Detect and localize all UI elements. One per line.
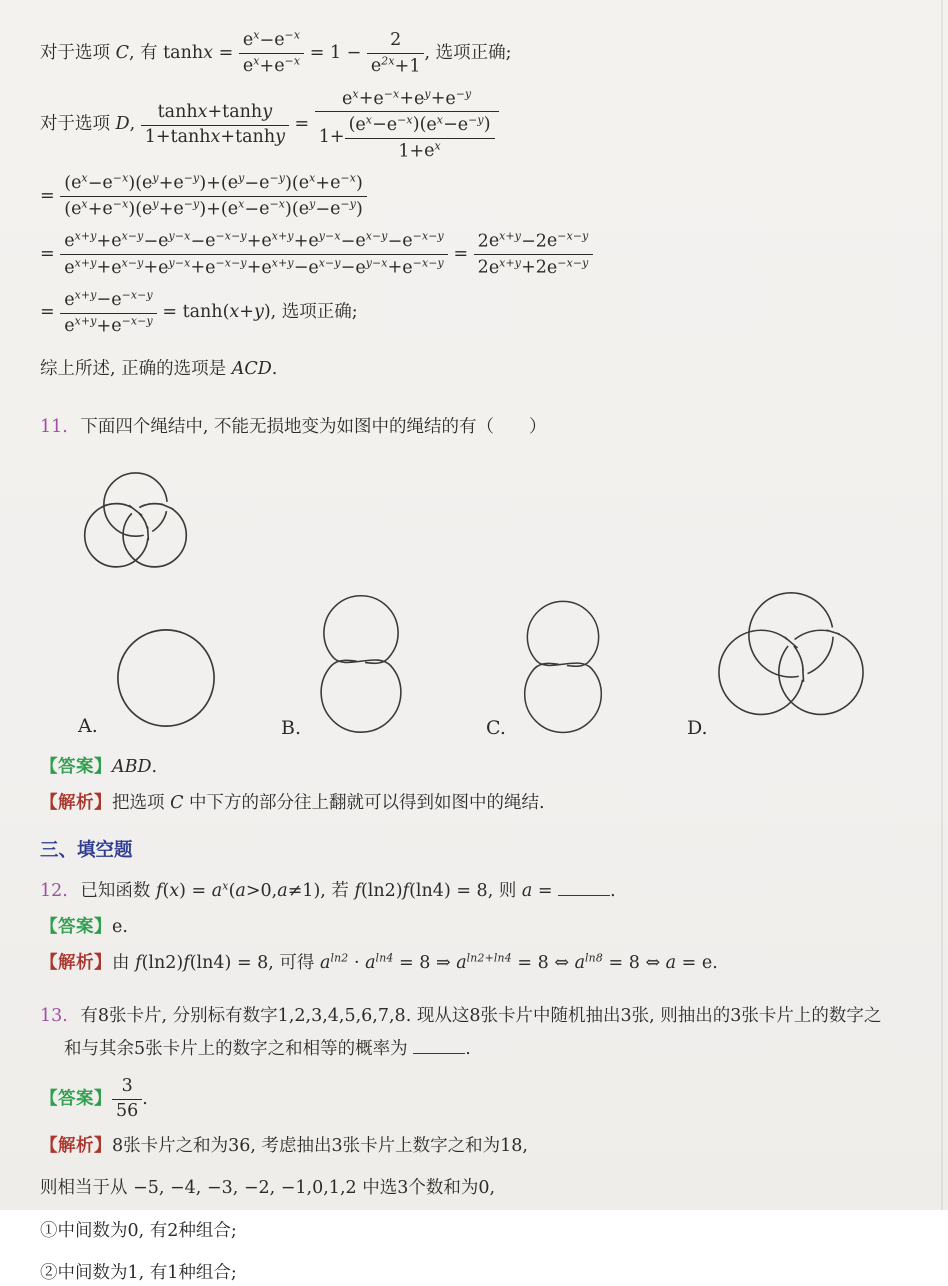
question-13-line1 (40, 1003, 912, 1029)
option-c-figure-twist (514, 594, 612, 736)
answer-label: 【答案】 (40, 917, 112, 938)
option-a-label: A. (78, 715, 98, 738)
solution-conclusion: 综上所述, 正确的选项是 ACD. (40, 358, 278, 379)
answer-value-q11: ABD. (112, 757, 158, 778)
solution-line-option-c: 对于选项 C, 有 tanhx = $\frac{e^x-e^{-x}}{e^x+e^{-x}}$ = 1 − $\frac{2}{e^{2x}+1}$ , 选项正确; (40, 29, 512, 77)
solution-line-expand: = $\frac{(e^x-e^{-x})(e^y+e^{-y})+(e^y-e^{-y})(e^x+e^{-x})}{(e^x+e^{-x})(e^y+e^{-y})+(e^x-e^{-x})(e^y-e^{-y})}$ (40, 172, 912, 221)
section-title-fill-in-blank: 三、填空题 (40, 839, 133, 861)
answer-row-q11 (40, 754, 912, 780)
question-12 (40, 876, 912, 904)
solution-line-simplify: = $\frac{e^{x+y}+e^{x-y}-e^{y-x}-e^{-x-y}+e^{x+y}+e^{y-x}-e^{x-y}-e^{-x-y}}{e^{x+y}+e^{x-y}+e^{y-x}+e^{-x-y}+e^{x+y}-e^{x-y}-e^{y-x}+e^{-x-y}}$ = $\frac{2e^{x+y}-2e^{-x-y}}{2e^{x+y}+2e^{-x-y}}$ (40, 230, 912, 279)
trefoil-knot-figure (78, 466, 193, 593)
analysis-q13-case1: ①中间数为0, 有2种组合; (40, 1220, 237, 1241)
answer-value-q13: $\frac{3}{56}$ . (112, 1089, 148, 1109)
question-13-text-line1: 有8张卡片, 分别标有数字1,2,3,4,5,6,7,8. 现从这8张卡片中随机抽出3张, 则抽出的3张卡片上的数字之 (80, 1005, 882, 1026)
answer-row-q13 (40, 1076, 912, 1123)
option-c-label: C. (486, 717, 506, 740)
answer-value-q12: e. (112, 917, 128, 938)
option-b-figure-twist (310, 588, 412, 736)
question-11-text: 下面四个绳结中, 不能无损地变为如图中的绳结的有（ ） (80, 416, 547, 437)
question-11-number: 11. (40, 416, 68, 437)
analysis-q13-line2: 则相当于从 −5, −4, −3, −2, −1,0,1,2 中选3个数和为0, (40, 1178, 496, 1199)
solution-line-result: = $\frac{e^{x+y}-e^{-x-y}}{e^{x+y}+e^{-x-y}}$ = tanh(x+y), 选项正确; (40, 288, 358, 336)
analysis-row-q13 (40, 1133, 912, 1159)
question-12-text: 已知函数 $f(x) = a^x(a>0,a\ne 1)$, 若 f(ln2)f(ln4) = 8, 则 a = . (80, 881, 615, 901)
option-b-label: B. (281, 717, 302, 740)
analysis-label: 【解析】 (40, 953, 112, 974)
knot-figures-area (40, 444, 912, 744)
answer-row-q12 (40, 914, 912, 940)
question-13 (40, 1003, 912, 1063)
question-13-text-line2: 和与其余5张卡片上的数字之和相等的概率为 . (64, 1039, 471, 1059)
question-13-number: 13. (40, 1005, 68, 1026)
solution-line-option-d: 对于选项 D, $\frac{\tanh x+\tanh y}{1+\tanh x+\tanh y}$ = $e^x+e^{-x}+e^y+e^{-y}$ 1+ $\frac{(e^x-e^{-x})(e^x-e^{-y})}{1+e^x}$ (40, 87, 912, 162)
option-d-figure-rings (716, 590, 866, 721)
analysis-label: 【解析】 (40, 793, 112, 814)
analysis-label: 【解析】 (40, 1136, 112, 1157)
option-a-figure-circle (112, 624, 220, 732)
question-12-number: 12. (40, 880, 68, 901)
analysis-text-q12: 由 f(ln2)f(ln4) = 8, 可得 $a^{ln2} \cdot a^{ln4} = 8$ ⇒ $a^{ln2+ln4} = 8$ ⇔ $a^{ln8} = 8$ ⇔ a = e. (112, 952, 718, 974)
question-11 (40, 414, 912, 440)
option-d-label: D. (687, 717, 708, 740)
analysis-text-q11: 把选项 C 中下方的部分往上翻就可以得到如图中的绳结. (112, 793, 545, 814)
analysis-text-q13-line1: 8张卡片之和为36, 考虑抽出3张卡片上数字之和为18, (112, 1136, 528, 1157)
analysis-row-q11 (40, 790, 912, 816)
analysis-row-q12 (40, 950, 912, 976)
analysis-q13-case2: ②中间数为1, 有1种组合; (40, 1262, 237, 1283)
answer-label: 【答案】 (40, 1089, 112, 1110)
question-13-line2 (64, 1035, 912, 1063)
answer-label: 【答案】 (40, 757, 112, 778)
